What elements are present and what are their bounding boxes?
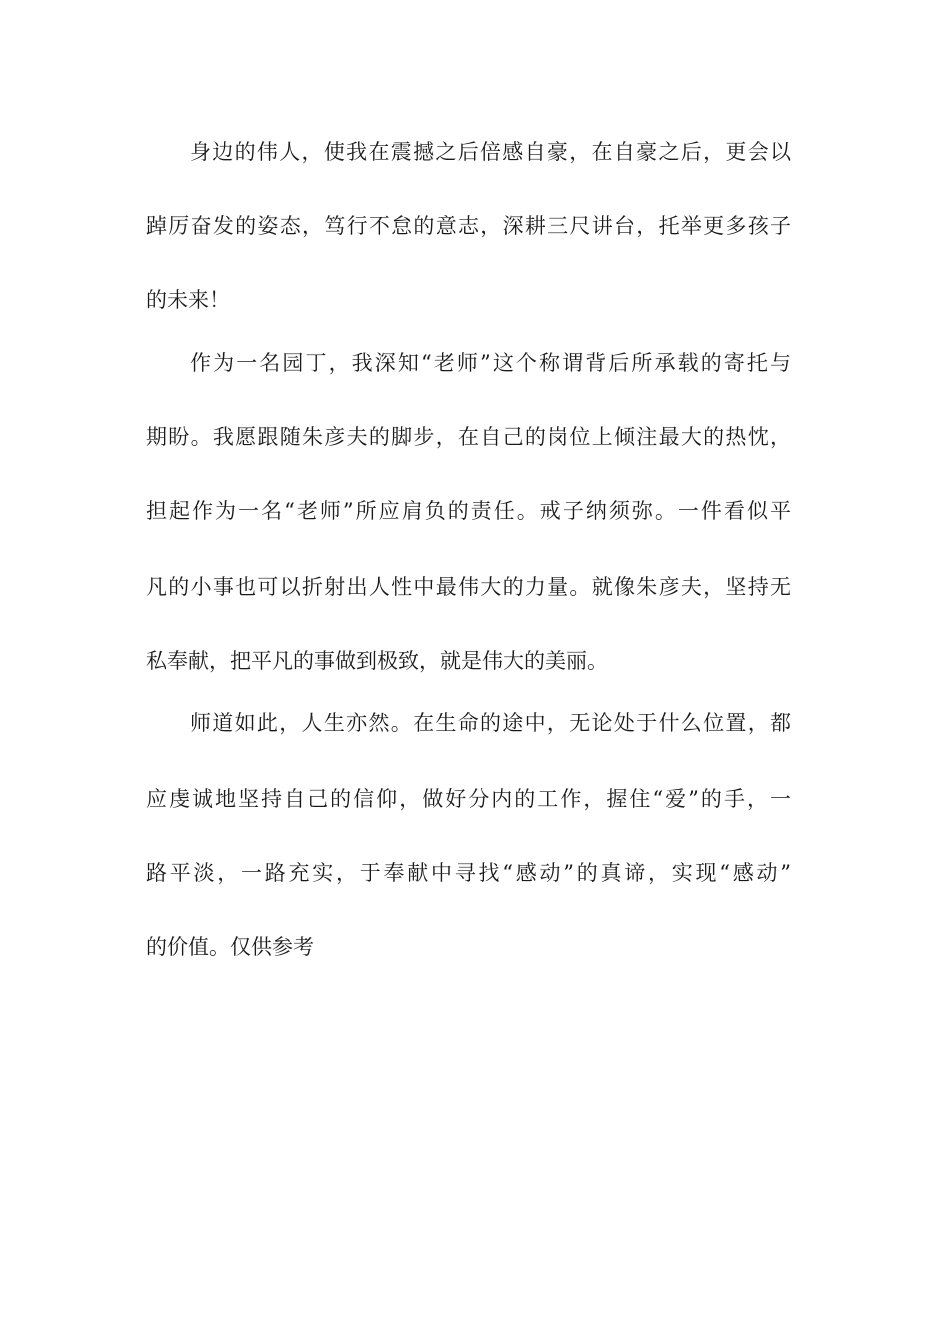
paragraph-3-line-2: 应虔诚地坚持自己的信仰，做好分内的工作，握住“爱”的手，一 [146, 787, 791, 811]
paragraph-2-line-2: 期盼。我愿跟随朱彦夫的脚步，在自己的岗位上倾注最大的热忱， [146, 425, 791, 449]
paragraph-3-line-1: 师道如此，人生亦然。在生命的途中，无论处于什么位置，都 [190, 711, 791, 735]
paragraph-2-line-3: 担起作为一名“老师”所应肩负的责任。戒子纳须弥。一件看似平 [146, 499, 791, 523]
paragraph-3-line-4: 的价值。仅供参考 [146, 935, 314, 959]
paragraph-3-line-3: 路平淡，一路充实，于奉献中寻找“感动”的真谛，实现“感动” [146, 861, 791, 885]
paragraph-2-line-4: 凡的小事也可以折射出人性中最伟大的力量。就像朱彦夫，坚持无 [146, 575, 791, 599]
paragraph-1-line-3: 的未来！ [146, 288, 230, 312]
paragraph-2-line-5: 私奉献，把平凡的事做到极致，就是伟大的美丽。 [146, 649, 608, 673]
paragraph-1-line-1: 身边的伟人，使我在震撼之后倍感自豪，在自豪之后，更会以 [190, 140, 791, 164]
paragraph-1-line-2: 踔厉奋发的姿态，笃行不怠的意志，深耕三尺讲台，托举更多孩子 [146, 214, 791, 238]
paragraph-2-line-1: 作为一名园丁，我深知“老师”这个称谓背后所承载的寄托与 [190, 351, 791, 375]
